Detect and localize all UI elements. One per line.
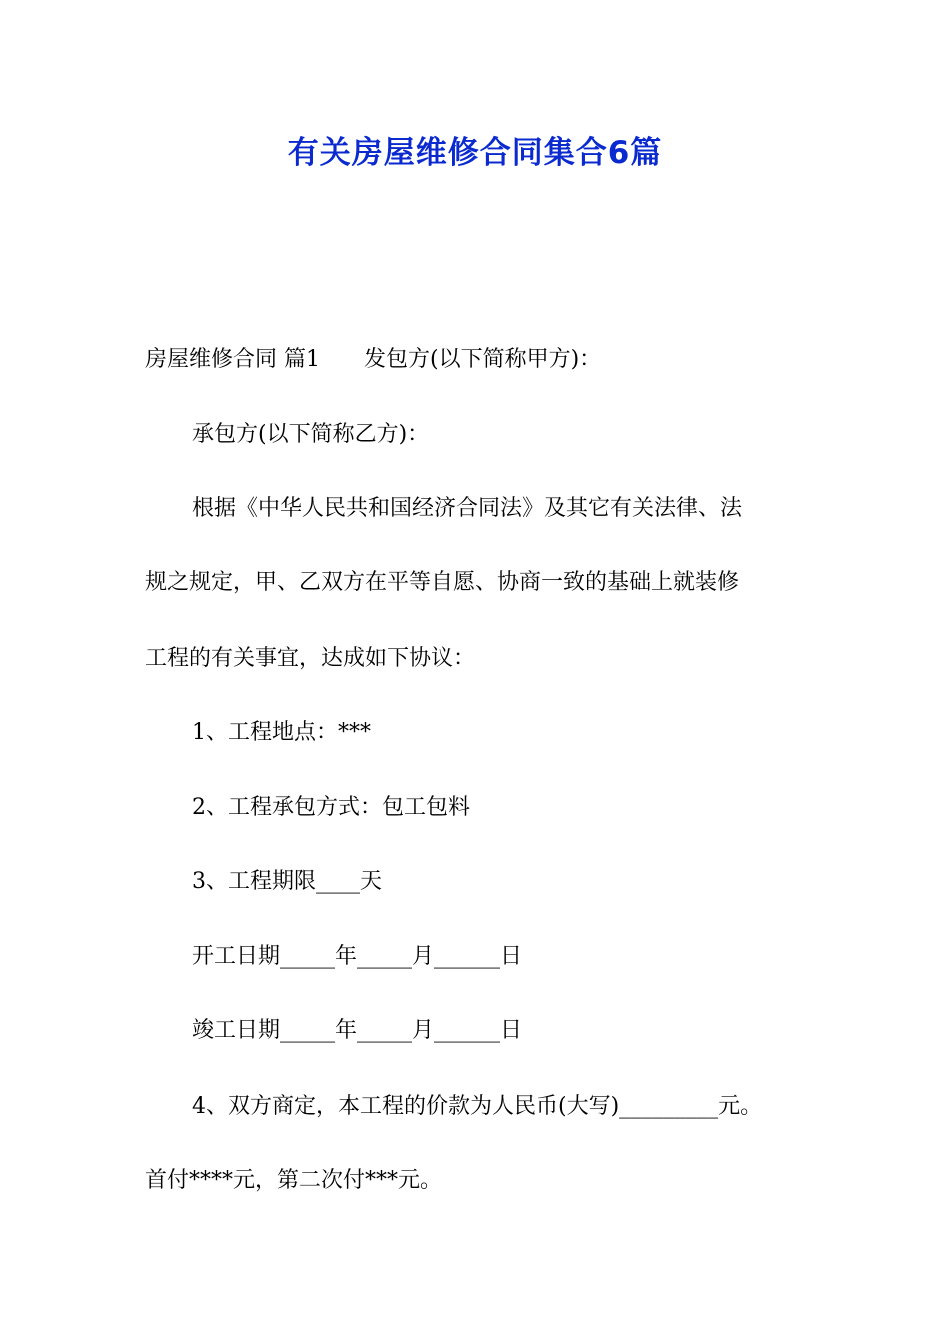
clause-3-duration: 3、工程期限____天 <box>192 869 382 894</box>
section-heading: 房屋维修合同 篇1 <box>145 347 320 372</box>
clause-2-method: 2、工程承包方式：包工包料 <box>192 795 470 820</box>
payment-schedule: 首付****元，第二次付***元。 <box>145 1168 443 1193</box>
paragraph-preamble-line-2: 规之规定，甲、乙双方在平等自愿、协商一致的基础上就装修 <box>145 570 740 595</box>
document-title: 有关房屋维修合同集合6篇 <box>287 135 663 171</box>
clause-1-location: 1、工程地点：*** <box>192 720 371 745</box>
paragraph-first-line <box>145 345 601 375</box>
start-date: 开工日期_____年_____月______日 <box>192 944 523 969</box>
contract-party-b: 承包方(以下简称乙方)： <box>192 422 430 447</box>
paragraph-preamble-line-1: 根据《中华人民共和国经济合同法》及其它有关法律、法 <box>192 496 743 521</box>
clause-4-price: 4、双方商定，本工程的价款为人民币(大写)_________元。 <box>192 1094 763 1119</box>
paragraph-preamble-line-3: 工程的有关事宜，达成如下协议： <box>145 646 476 671</box>
contract-party-a: 发包方(以下简称甲方)： <box>364 347 602 372</box>
completion-date: 竣工日期_____年_____月______日 <box>192 1018 523 1043</box>
